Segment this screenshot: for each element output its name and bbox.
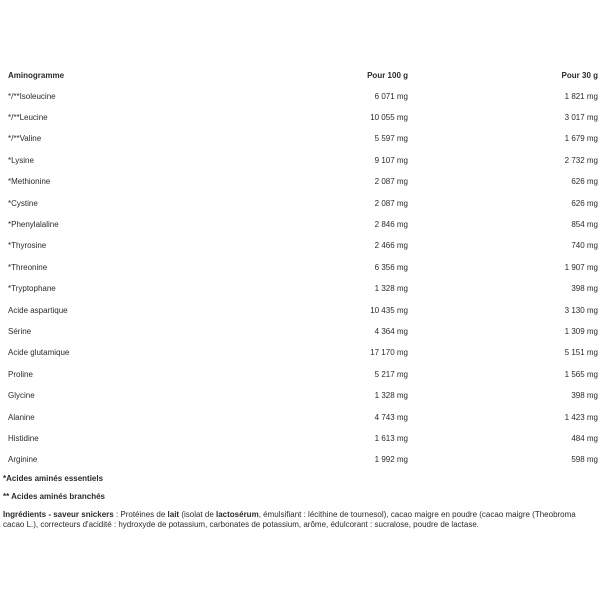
table-row [8, 86, 598, 107]
table-row [8, 343, 598, 364]
ingredients-label: Ingrédients - saveur snickers [3, 510, 114, 519]
amino-acid-name: Glycine [8, 391, 35, 401]
amino-acid-name: */**Valine [8, 134, 42, 144]
amino-acid-name: Histidine [8, 433, 39, 443]
table-row [8, 450, 598, 471]
amino-acid-name: Alanine [8, 412, 35, 422]
value-per-30g: 854 mg [571, 220, 598, 230]
table-row [8, 300, 598, 321]
table-row [8, 214, 598, 235]
footnotes [3, 474, 597, 530]
amino-acid-name: */**Isoleucine [8, 91, 56, 101]
value-per-100g: 2 087 mg [374, 177, 408, 187]
amino-acid-name: Proline [8, 369, 33, 379]
amino-acid-name: *Phenylalaline [8, 220, 59, 230]
note-essential: *Acides aminés essentiels [3, 474, 104, 483]
value-per-100g: 6 356 mg [374, 262, 408, 272]
amino-acid-name: *Lysine [8, 155, 34, 165]
value-per-30g: 3 017 mg [564, 113, 598, 123]
table-row [8, 236, 598, 257]
header-per-30g: Pour 30 g [561, 71, 598, 80]
amino-acid-name: *Cystine [8, 198, 38, 208]
value-per-100g: 10 055 mg [370, 113, 408, 123]
value-per-30g: 626 mg [571, 177, 598, 187]
amino-acid-name: *Threonine [8, 262, 48, 272]
table-row [8, 150, 598, 171]
value-per-30g: 740 mg [571, 241, 598, 251]
value-per-100g: 1 328 mg [374, 284, 408, 294]
allergen-whey: lactosérum [216, 510, 259, 519]
value-per-30g: 1 907 mg [564, 262, 598, 272]
ingredients-part-3: , émulsifiant : lécithine de tournesol), cacao maigre en poudre (cacao maigre (Theobroma cacao L.), correcteurs d'acidité : hydroxyde de potassium, carbonates de potassium, arôme, édulcorant : sucralose, poudre de lactase. [3, 510, 576, 529]
value-per-100g: 6 071 mg [374, 91, 408, 101]
table-row [8, 321, 598, 342]
amino-acid-name: *Methionine [8, 177, 51, 187]
value-per-100g: 5 217 mg [374, 369, 408, 379]
value-per-100g: 2 466 mg [374, 241, 408, 251]
header-per-100g: Pour 100 g [367, 71, 408, 80]
value-per-100g: 1 613 mg [374, 433, 408, 443]
value-per-30g: 626 mg [571, 198, 598, 208]
value-per-100g: 1 328 mg [374, 391, 408, 401]
value-per-100g: 2 846 mg [374, 220, 408, 230]
value-per-100g: 17 170 mg [370, 348, 408, 358]
amino-acid-name: *Tryptophane [8, 284, 56, 294]
value-per-100g: 10 435 mg [370, 305, 408, 315]
value-per-100g: 2 087 mg [374, 198, 408, 208]
table-row [8, 407, 598, 428]
amino-acid-name: *Thyrosine [8, 241, 47, 251]
value-per-30g: 598 mg [571, 455, 598, 465]
header-aminogramme: Aminogramme [8, 71, 65, 80]
table-row [8, 428, 598, 449]
value-per-30g: 1 679 mg [564, 134, 598, 144]
value-per-30g: 2 732 mg [564, 155, 598, 165]
amino-acid-name: Acide glutamique [8, 348, 70, 358]
ingredients-part-2: (isolat de [179, 510, 216, 519]
table-row [8, 385, 598, 406]
value-per-100g: 4 743 mg [374, 412, 408, 422]
table-row [8, 279, 598, 300]
value-per-100g: 5 597 mg [374, 134, 408, 144]
value-per-30g: 1 821 mg [564, 91, 598, 101]
table-row [8, 107, 598, 128]
amino-acid-name: Sérine [8, 326, 32, 336]
value-per-30g: 1 309 mg [564, 326, 598, 336]
value-per-30g: 1 423 mg [564, 412, 598, 422]
ingredients-part-1: : Protéines de [113, 510, 168, 519]
value-per-30g: 1 565 mg [564, 369, 598, 379]
amino-acid-name: */**Leucine [8, 113, 48, 123]
aminogram-table [8, 66, 598, 471]
value-per-100g: 1 992 mg [374, 455, 408, 465]
aminogram-section [8, 66, 598, 471]
amino-acid-name: Arginine [8, 455, 38, 465]
ingredients-text [3, 510, 597, 530]
note-branched: ** Acides aminés branchés [3, 492, 105, 501]
table-row [8, 364, 598, 385]
table-row [8, 193, 598, 214]
value-per-100g: 9 107 mg [374, 155, 408, 165]
value-per-30g: 398 mg [571, 391, 598, 401]
table-row [8, 172, 598, 193]
table-header-row [8, 66, 598, 86]
value-per-30g: 398 mg [571, 284, 598, 294]
table-row [8, 129, 598, 150]
amino-acid-name: Acide aspartique [8, 305, 68, 315]
allergen-milk: lait [167, 510, 180, 519]
value-per-30g: 5 151 mg [564, 348, 598, 358]
value-per-30g: 3 130 mg [564, 305, 598, 315]
value-per-30g: 484 mg [571, 433, 598, 443]
table-row [8, 257, 598, 278]
value-per-100g: 4 364 mg [374, 326, 408, 336]
